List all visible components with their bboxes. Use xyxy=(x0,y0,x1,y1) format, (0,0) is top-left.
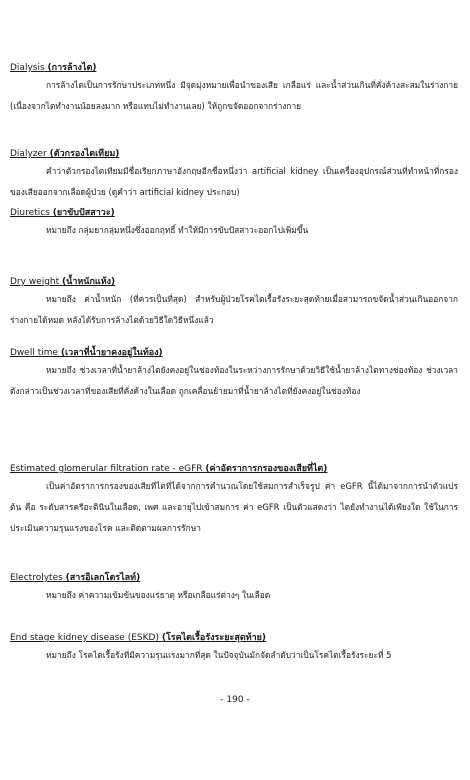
term-thai: (น้ำหนักแห้ง) xyxy=(62,277,116,287)
entry-heading xyxy=(10,148,458,161)
entry-description: หมายถึง โรคไตเรื้อรังที่มีความรุนแรงมากที่สุด ในปัจจุบันมักจัดลำดับว่าเป็นโรคไตเรื้อรังระยะที่ 5 xyxy=(46,650,392,660)
term-thai: (ตัวกรองไตเทียม) xyxy=(49,149,120,159)
term-english: Dialysis xyxy=(10,63,45,73)
term-thai: (ค่าอัตราการกรองของเสียที่ไต) xyxy=(205,464,328,474)
term-english: Diuretics xyxy=(10,208,50,218)
term-thai: (เวลาที่น้ำยาคงอยู่ในท้อง) xyxy=(60,348,163,358)
term-thai: (ยาขับปัสสาวะ) xyxy=(52,208,115,218)
term-thai: (การล้างไต) xyxy=(47,63,97,73)
term-thai: (โรคไตเรื้อรังระยะสุดท้าย) xyxy=(161,633,267,643)
glossary-entry-electrolytes xyxy=(10,572,458,606)
term-english: Electrolytes xyxy=(10,573,63,583)
glossary-entry-eskd xyxy=(10,632,458,666)
entry-description: หมายถึง ค่าความเข้มข้นของแร่ธาตุ หรือเกลือแร่ต่างๆ ในเลือด xyxy=(46,590,271,600)
entry-heading xyxy=(10,572,458,585)
glossary-entry-diuretics xyxy=(10,207,458,241)
term-english: Estimated glomerular filtration rate - eGFR xyxy=(10,464,203,474)
glossary-entry-dialysis xyxy=(10,62,458,117)
page-number: - 190 - xyxy=(220,695,250,705)
entry-heading xyxy=(10,62,458,75)
entry-heading xyxy=(10,276,458,289)
entry-description: คำว่าตัวกรองไตเทียมมีชื่อเรียกภาษาอังกฤษอีกชื่อหนึ่งว่า artificial kidney เป็นเครื่องอุปกรณ์ส่วนที่ทำหน้าที่กรองของเสียออกจากเลือดผู้ป่วย (ดูคำว่า artificial kidney ประกอบ) xyxy=(10,166,458,197)
entry-description: การล้างไตเป็นการรักษาประเภทหนึ่ง มีจุดมุ่งหมายเพื่อนำของเสีย เกลือแร่ และน้ำส่วนเกินที่คั่งค้างสะสมในร่างกาย (เนื่องจากไตทำงานน้อยลงมาก หรือแทบไม่ทำงานเลย) ให้ถูกขจัดออกจากร่างกาย xyxy=(10,80,458,111)
entry-heading xyxy=(10,207,458,220)
entry-description: เป็นค่าอัตราการกรองของเสียที่ไตที่ได้จากการคำนวณโดยใช้สมการสำเร็จรูป ค่า eGFR นี้ได้มาจากการนำตัวแปรต้น คือ ระดับสารครีอะตินีนในเลือด, เพศ และอายุไปเข้าสมการ ค่า eGFR เป็นตัวแสดงว่า ไตยังทำงานได้เพียงใด ใช้ในการประเมินความรุนแรงของโรค และติดตามผลการรักษา xyxy=(10,481,458,533)
entry-heading xyxy=(10,347,458,360)
glossary-entry-dwell-time xyxy=(10,347,458,402)
entry-heading xyxy=(10,632,458,645)
entry-description: หมายถึง กลุ่มยากลุ่มหนึ่งซึ่งออกฤทธิ์ ทำให้มีการขับปัสสาวะออกไปเพิ่มขึ้น xyxy=(46,225,309,235)
term-english: Dwell time xyxy=(10,348,59,358)
entry-heading xyxy=(10,463,458,476)
term-english: End stage kidney disease (ESKD) xyxy=(10,633,159,643)
term-english: Dialyzer xyxy=(10,149,47,159)
glossary-entry-dry-weight xyxy=(10,276,458,331)
term-english: Dry weight xyxy=(10,277,60,287)
glossary-entry-egfr xyxy=(10,463,458,539)
term-thai: (สารอิเลกโตรไลท์) xyxy=(65,573,141,583)
entry-description: หมายถึง ค่าน้ำหนัก (ที่ควรเป็นที่สุด) สำหรับผู้ป่วยโรคไตเรื้อรังระยะสุดท้ายเมื่อสามารถขจัดน้ำส่วนเกินออกจากร่างกายได้หมด หลังได้รับการล้างไตด้วยวิธีใดวิธีหนึ่งแล้ว xyxy=(10,294,458,325)
glossary-entry-dialyzer xyxy=(10,148,458,203)
entry-description: หมายถึง ช่วงเวลาที่น้ำยาล้างไตยังคงอยู่ในช่องท้องในระหว่างการรักษาด้วยวิธีใช้น้ำยาล้างไตทางช่องท้อง ช่วงเวลาดังกล่าวเป็นช่วงเวลาที่ของเสียที่คั่งค้างในเลือด ถูกเคลื่อนย้ายมาที่น้ำยาล้างไตที่ยังคงอยู่ในช่องท้อง xyxy=(10,365,458,396)
